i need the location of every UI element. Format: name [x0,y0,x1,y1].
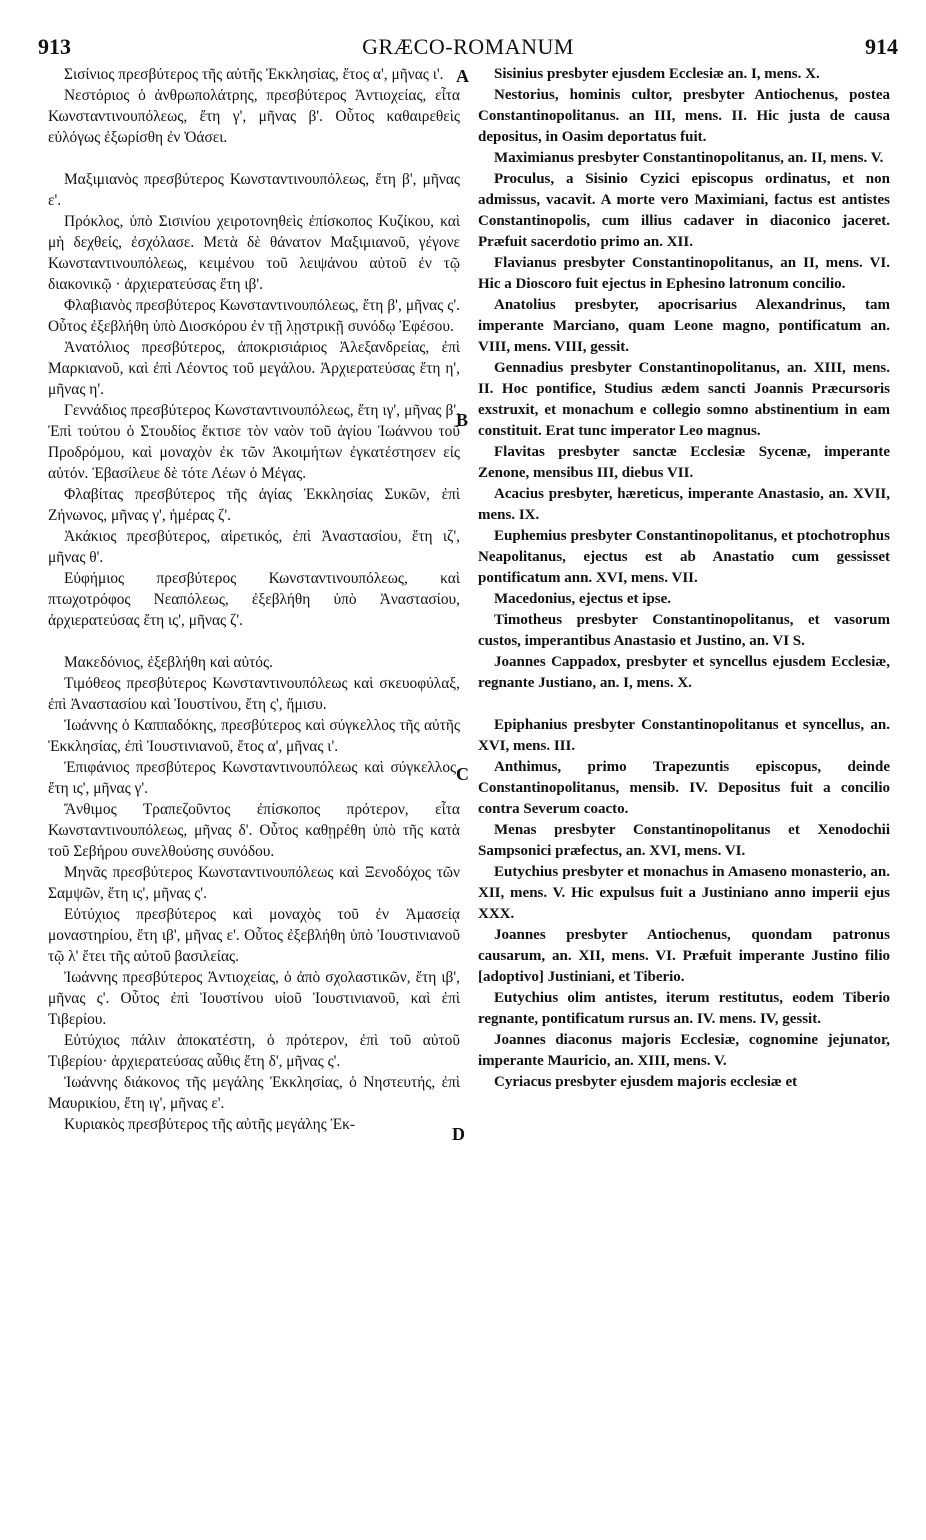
running-title: GRÆCO-ROMANUM [362,34,574,59]
greek-entry: Μαξιμιανὸς πρεσβύτερος Κωνσταντινουπόλεως, ἔτη β', μῆνας ε'. [48,171,460,209]
greek-entry: Ἄνθιμος Τραπεζοῦντος ἐπίσκοπος πρότερον, εἶτα Κωνσταντινουπόλεως, μῆνας δ'. Οὗτος καθῃρέθη ὑπὸ τῆς κατὰ τοῦ Σεβήρου συνελθούσης συνόδου. [48,801,460,860]
greek-entry: Κυριακὸς πρεσβύτερος τῆς αὐτῆς μεγάλης Ἐκ- [64,1116,355,1133]
greek-entry: Σισίνιος πρεσβύτερος τῆς αὐτῆς Ἐκκλησίας, ἔτος α', μῆνας ι'. [64,66,444,83]
latin-entry: Anthimus, primo Trapezuntis episcopus, deinde Constantinopolitanus, mensib. IV. Depositus fuit a concilio contra Severum coacto. [478,759,890,817]
greek-entry: Ἰωάννης πρεσβύτερος Ἀντιοχείας, ὁ ἀπὸ σχολαστικῶν, ἔτη ιβ', μῆνας ς'. Οὗτος ἐπὶ Ἰουστίνου υἱοῦ Ἰουστινιανοῦ, καὶ ἐπὶ Τιβερίου. [48,969,460,1028]
greek-column [48,64,460,1135]
greek-entry: Μηνᾶς πρεσβύτερος Κωνσταντινουπόλεως καὶ Ξενοδόχος τῶν Σαμψῶν, ἔτη ις', μῆνας ς'. [48,864,460,902]
greek-entry: Ἀκάκιος πρεσβύτερος, αἱρετικός, ἐπὶ Ἀναστασίου, ἔτη ιζ', μῆνας θ'. [48,528,460,566]
latin-entry: Joannes Cappadox, presbyter et syncellus ejusdem Ecclesiæ, regnante Justiano, an. I, mens. X. [478,654,890,691]
margin-letter-b: B [456,410,469,430]
greek-entry: Γεννάδιος πρεσβύτερος Κωνσταντινουπόλεως, ἔτη ιγ', μῆνας β'. Ἐπὶ τούτου ὁ Στουδίος ἔκτισε τὸν ναὸν τοῦ ἁγίου Ἰωάννου τοῦ Προδρόμου, καὶ μοναχὸν ἐκ τῶν Ἀκοιμήτων ἐγκατέστησεν εἰς αὐτόν. Ἐβασίλευε δὲ τότε Λέων ὁ Μέγας. [48,402,460,482]
greek-entry: Εὐφήμιος πρεσβύτερος Κωνσταντινουπόλεως, καὶ πτωχοτρόφος Νεαπόλεως, ἐξεβλήθη ὑπὸ Ἀναστασίου, ἀρχιερατεύσας ἔτη ις', μῆνας ζ'. [48,570,460,629]
latin-entry: Eutychius presbyter et monachus in Amaseno monasterio, an. XII, mens. V. Hic expulsus fuit a Justiniano anno imperii ejus XXX. [478,864,890,922]
margin-letter-c: C [456,764,469,784]
latin-entry: Joannes presbyter Antiochenus, quondam patronus causarum, an. XII, mens. VI. Præfuit imperante Justino filio [adoptivo] Justiniani, et Tiberio. [478,927,890,985]
latin-entry: Maximianus presbyter Constantinopolitanus, an. II, mens. V. [494,150,884,166]
greek-entry: Εὐτύχιος πρεσβύτερος καὶ μοναχὸς τοῦ ἐν Ἀμασείᾳ μοναστηρίου, ἔτη ιβ', μῆνας ε'. Οὗτος ἐξεβλήθη ὑπὸ Ἰουστινιανοῦ τῷ λ' ἔτει τῆς αὐτοῦ βασιλείας. [48,906,460,965]
latin-entry: Acacius presbyter, hæreticus, imperante Anastasio, an. XVII, mens. IX. [478,486,890,523]
latin-entry: Macedonius, ejectus et ipse. [494,591,672,607]
greek-entry: Εὐτύχιος πάλιν ἀποκατέστη, ὁ πρότερον, ἐπὶ τοῦ αὐτοῦ Τιβερίου· ἀρχιερατεύσας αὖθις ἔτη δ', μῆνας ς'. [48,1032,460,1070]
page-header [38,34,898,64]
greek-entry: Φλαβιανὸς πρεσβύτερος Κωνσταντινουπόλεως, ἔτη β', μῆνας ς'. Οὗτος ἐξεβλήθη ὑπὸ Διοσκόρου ἐν τῇ λῃστρικῇ συνόδῳ Ἐφέσου. [48,297,460,335]
latin-entry: Joannes diaconus majoris Ecclesiæ, cognomine jejunator, imperante Mauricio, an. XIII, mens. V. [478,1032,890,1069]
latin-entry: Flavianus presbyter Constantinopolitanus, an II, mens. VI. Hic a Dioscoro fuit ejectus in Ephesino latronum concilio. [478,255,890,292]
left-page-number: 913 [38,34,71,59]
latin-entry: Proculus, a Sisinio Cyzici episcopus ordinatus, et non admissus, vacavit. A morte vero Maximiani, factus est antistes Constantinopolis, cum illius cadaver in diaconico jaceret. Præfuit sacerdotio primo an. XII. [478,171,890,250]
latin-entry: Gennadius presbyter Constantinopolitanus, an. XIII, mens. II. Hoc pontifice, Studius ædem sancti Joannis Præcursoris exstruxit, et monachum e collegio somno abstinentium in eam constituit. Erat tunc imperator Leo magnus. [478,360,890,439]
greek-entry: Ἀνατόλιος πρεσβύτερος, ἀποκρισιάριος Ἀλεξανδρείας, ἐπὶ Μαρκιανοῦ, καὶ ἐπὶ Λέοντος τοῦ μεγάλου. Ἀρχιερατεύσας ἔτη η', μῆνας η'. [48,339,460,398]
latin-entry: Anatolius presbyter, apocrisarius Alexandrinus, tam imperante Marciano, quam Leone magno, pontificatum an. VIII, mens. VIII, gessit. [478,297,890,355]
latin-entry: Timotheus presbyter Constantinopolitanus, et vasorum custos, imperantibus Anastasio et Justino, an. VI S. [478,612,890,649]
greek-entry: Τιμόθεος πρεσβύτερος Κωνσταντινουπόλεως καὶ σκευοφύλαξ, ἐπὶ Ἀναστασίου καὶ Ἰουστίνου, ἔτη ς', ἥμισυ. [48,675,460,713]
greek-entry: Νεστόριος ὁ ἀνθρωπολάτρης, πρεσβύτερος Ἀντιοχείας, εἶτα Κωνσταντινουπόλεως, ἔτη γ', μῆνας β'. Οὗτος καθαιρεθεὶς εὐλόγως ἐξωρίσθη ἐν Ὀάσει. [48,87,460,146]
latin-entry: Menas presbyter Constantinopolitanus et Xenodochii Sampsonici præfectus, an. XVI, mens. VI. [478,822,890,859]
latin-entry: Flavitas presbyter sanctæ Ecclesiæ Sycenæ, imperante Zenone, mensibus III, diebus VII. [478,444,890,481]
latin-entry: Nestorius, hominis cultor, presbyter Antiochenus, postea Constantinopolitanus. an III, mens. II. Hic justa de causa depositus, in Oasim deportatus fuit. [478,87,890,145]
margin-letter-a: A [456,66,469,86]
greek-entry: Πρόκλος, ὑπὸ Σισινίου χειροτονηθεὶς ἐπίσκοπος Κυζίκου, καὶ μὴ δεχθείς, ἐσχόλασε. Μετὰ δὲ θάνατον Μαξιμιανοῦ, γέγονε Κωνσταντινουπόλεως, κειμένου τοῦ λειψάνου αὐτοῦ ἐν τῷ διακονικῷ · ἀρχιερατεύσας ἔτη ιβ'. [48,213,460,293]
latin-entry: Euphemius presbyter Constantinopolitanus, et ptochotrophus Neapolitanus, ejectus est ab Anastatio cum gessisset pontificatum ann. XVI, mens. VII. [478,528,890,586]
latin-entry: Cyriacus presbyter ejusdem majoris ecclesiæ et [494,1074,798,1090]
latin-entry: Eutychius olim antistes, iterum restitutus, eodem Tiberio regnante, pontificatum rursus an. IV. mens. IV, gessit. [478,990,890,1027]
greek-entry: Μακεδόνιος, ἐξεβλήθη καὶ αὐτός. [64,654,273,671]
greek-entry: Ἰωάννης ὁ Καππαδόκης, πρεσβύτερος καὶ σύγκελλος τῆς αὐτῆς Ἐκκλησίας, ἐπὶ Ἰουστινιανοῦ, ἔτος α', μῆνας ι'. [48,717,460,755]
latin-entry: Sisinius presbyter ejusdem Ecclesiæ an. I, mens. X. [494,66,820,82]
greek-entry: Ἰωάννης διάκονος τῆς μεγάλης Ἐκκλησίας, ὁ Νηστευτής, ἐπὶ Μαυρικίου, ἔτη ιγ', μῆνας ε'. [48,1074,460,1112]
right-page-number: 914 [865,34,898,59]
greek-entry: Ἐπιφάνιος πρεσβύτερος Κωνσταντινουπόλεως καὶ σύγκελλος, ἔτη ις', μῆνας γ'. [48,759,460,797]
greek-entry: Φλαβίτας πρεσβύτερος τῆς ἁγίας Ἐκκλησίας Συκῶν, ἐπὶ Ζήνωνος, μῆνας γ', ἡμέρας ζ'. [48,486,460,524]
latin-entry: Epiphanius presbyter Constantinopolitanus et syncellus, an. XVI, mens. III. [478,717,890,754]
margin-letter-d: D [452,1124,465,1144]
latin-column [478,64,890,1093]
